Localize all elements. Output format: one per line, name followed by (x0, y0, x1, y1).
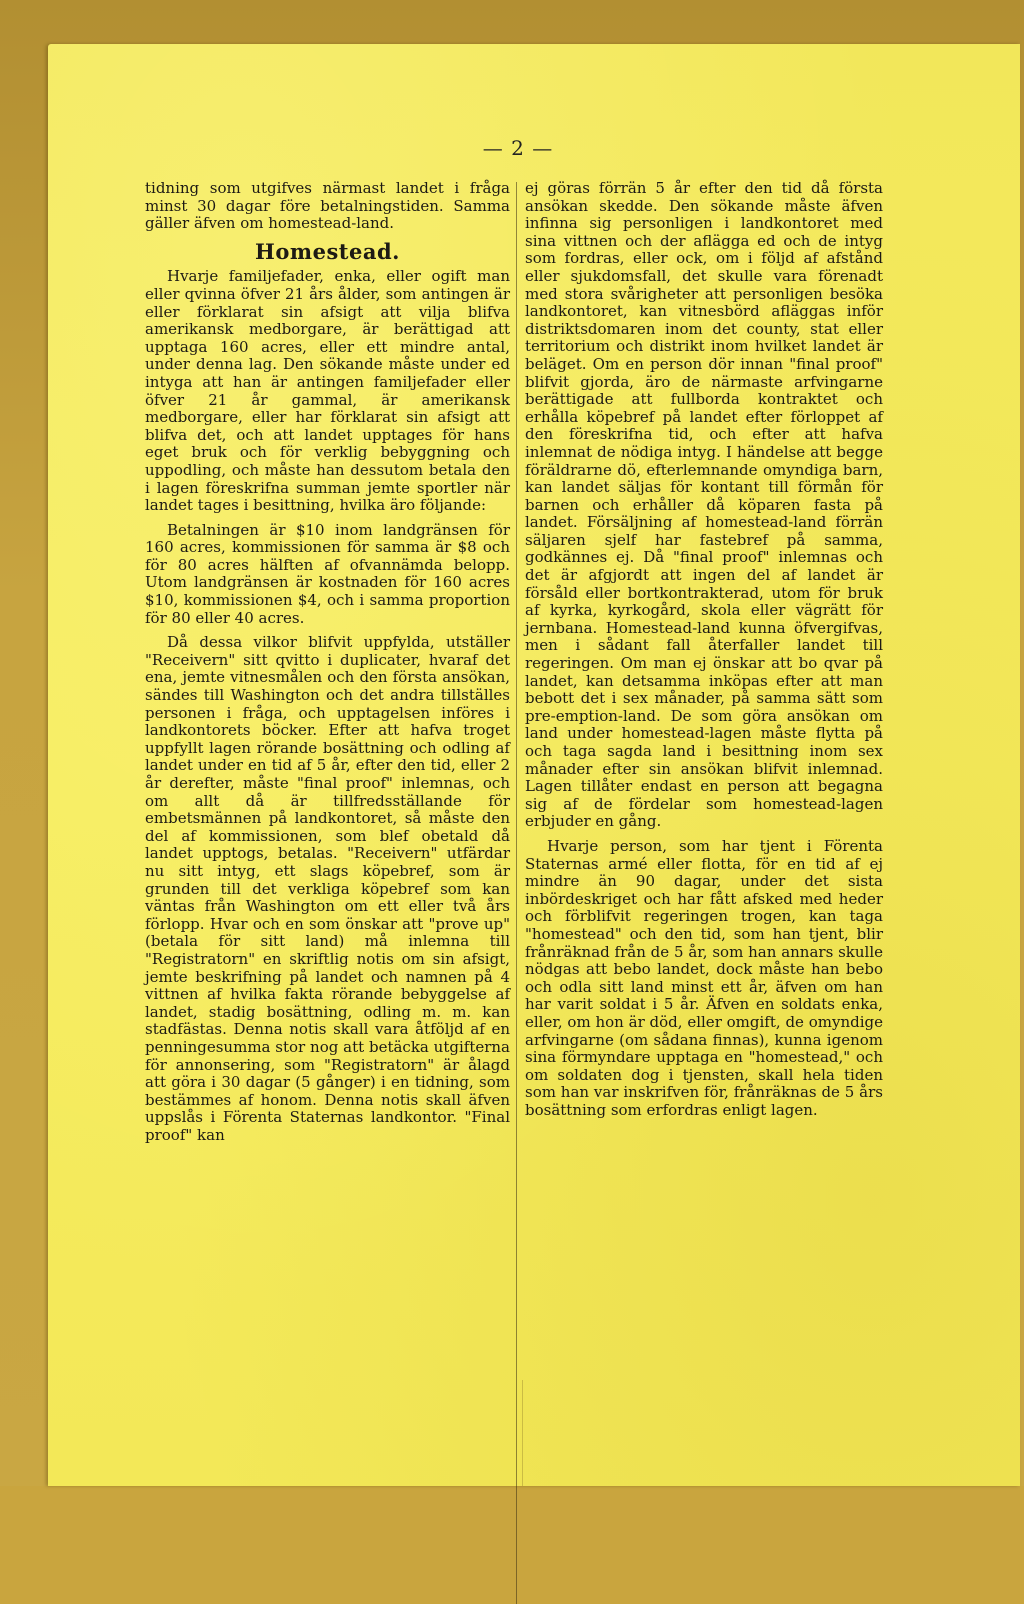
left-paragraph-1: Hvarje familjefader, enka, eller ogift man eller qvinna öfver 21 års ålder, som antingen är eller förklarat sin afsigt att vilja blifva amerikansk medborgare, är berättigad att upptaga 160 acres, eller ett mindre antal, under denna lag. Den sökande måste under ed intyga att han är antingen familjefader eller öfver 21 år gammal, är amerikansk medborgare, eller har förklarat sin afsigt att blifva det, och att landet upptages för hans eget bruk och för verklig bebyggning och uppodling, och måste han dessutom betala den i lagen föreskrifna summan jemte sportler när landet tages i besittning, hvilka äro följande: (145, 267, 510, 515)
right-paragraph-1: ej göras förrän 5 år efter den tid då första ansökan skedde. Den sökande måste äfven infinna sig personligen i landkontoret med sina vittnen och der aflägga ed och de intyg som fordras, eller ock, om i följd af afstånd eller sjukdomsfall, det skulle vara förenadt med stora svårigheter att personligen besöka landkontoret, kan vitnesbörd afläggas inför distriktsdomaren inom det county, stat eller territorium och distrikt inom hvilket landet är beläget. Om en person dör innan "final proof" blifvit gjorda, äro de närmaste arfvingarne berättigade att fullborda kontraktet och erhålla köpebref på landet efter förloppet af den föreskrifna tid, och efter att hafva inlemnat de nödiga intyg. I händelse att begge föräldrarne dö, efterlemnande omyndiga barn, kan landet säljas för kontant till förmån för barnen och erhåller då köparen fasta på landet. Försäljning af homestead-land förrän säljaren sjelf har fastebref på samma, godkännes ej. Då "final proof" inlemnas och det är afgjordt att ingen del af landet är försåld eller bortkontrakterad, utom för bruk af kyrka, kyrkogård, skola eller vägrätt för jernbana. Homestead-land kunna öfvergifvas, men i sådant fall återfaller landet till regeringen. Om man ej önskar att bo qvar på landet, kan detsamma inköpas efter att man bebott det i sex månader, på samma sätt som pre-emption-land. De som göra ansökan om land under homestead-lagen måste flytta på och taga sagda land i besittning inom sex månader efter sin ansökan blifvit inlemnad. Lagen tillåter endast en person att begagna sig af de fördelar som homestead-lagen erbjuder en gång. (525, 179, 883, 831)
right-paragraph-2: Hvarje person, som har tjent i Förenta Staternas armé eller flotta, för en tid af ej mindre än 90 dagar, under det sista inbördeskriget och har fått afsked med heder och förblifvit regeringen trogen, kan taga "homestead" och den tid, som han tjent, blir frånräknad från de 5 år, som han annars skulle nödgas att bebo landet, dock måste han bebo och odla sitt land minst ett år, äfven om han har varit soldat i 5 år. Äfven en soldats enka, eller, om hon är död, eller omgift, de omyndige arfvingarne (om sådana finnas), kunna igenom sina förmyndare upptaga en "homestead," och om soldaten dog i tjensten, skall hela tiden som han var inskrifven för, frånräknas de 5 års bosättning som erfordras enligt lagen. (525, 836, 883, 1119)
fold-line (522, 1380, 523, 1486)
column-divider (516, 182, 517, 1604)
page-number: — 2 — (482, 136, 554, 160)
left-paragraph-2: Betalningen är $10 inom landgränsen för 160 acres, kommissionen för samma är $8 och för 80 acres hälften af ofvannämda belopp. Utom landgränsen är kostnaden för 160 acres $10, kommissionen $4, och i samma proportion för 80 eller 40 acres. (145, 520, 510, 627)
left-column (145, 180, 510, 1144)
left-paragraph-3: Då dessa vilkor blifvit uppfylda, utställer "Receivern" sitt qvitto i duplicater, hvaraf det ena, jemte vitnesmålen och den första ansökan, sändes till Washington och det andra tillställes personen i fråga, och upptagelsen införes i landkontorets böcker. Efter att hafva troget uppfyllt lagen rörande bosättning och odling af landet under en tid af 5 år, efter den tid, eller 2 år derefter, måste "final proof" inlemnas, och om allt då är tillfredsställande för embetsmännen på landkontoret, så måste den del af kommissionen, som blef obetald då landet upptogs, betalas. "Receivern" utfärdar nu sitt intyg, ett slags köpebref, som är grunden till det verkliga köpebref som kan väntas från Washington om ett eller två års förlopp. Hvar och en som önskar att "prove up" (betala för sitt land) må inlemna till "Registratorn" en skriftlig notis om sin afsigt, jemte beskrifning på landet och namnen på 4 vittnen af hvilka fakta rörande bebyggelse af landet, stadig bosättning, odling m. m. kan stadfästas. Denna notis skall vara åtföljd af en penningesumma stor nog att betäcka utgifterna för annonsering, som "Registratorn" är ålagd att göra i 30 dagar (5 gånger) i en tidning, som bestämmes af honom. Denna notis skall äfven uppslås i Förenta Staternas landkontor. "Final proof" kan (145, 633, 510, 1144)
left-intro-paragraph: tidning som utgifves närmast landet i fråga minst 30 dagar före betalningstiden. Samma gäller äfven om homestead-land. (145, 179, 510, 233)
section-heading: Homestead. (255, 238, 400, 264)
right-column (525, 180, 883, 1119)
